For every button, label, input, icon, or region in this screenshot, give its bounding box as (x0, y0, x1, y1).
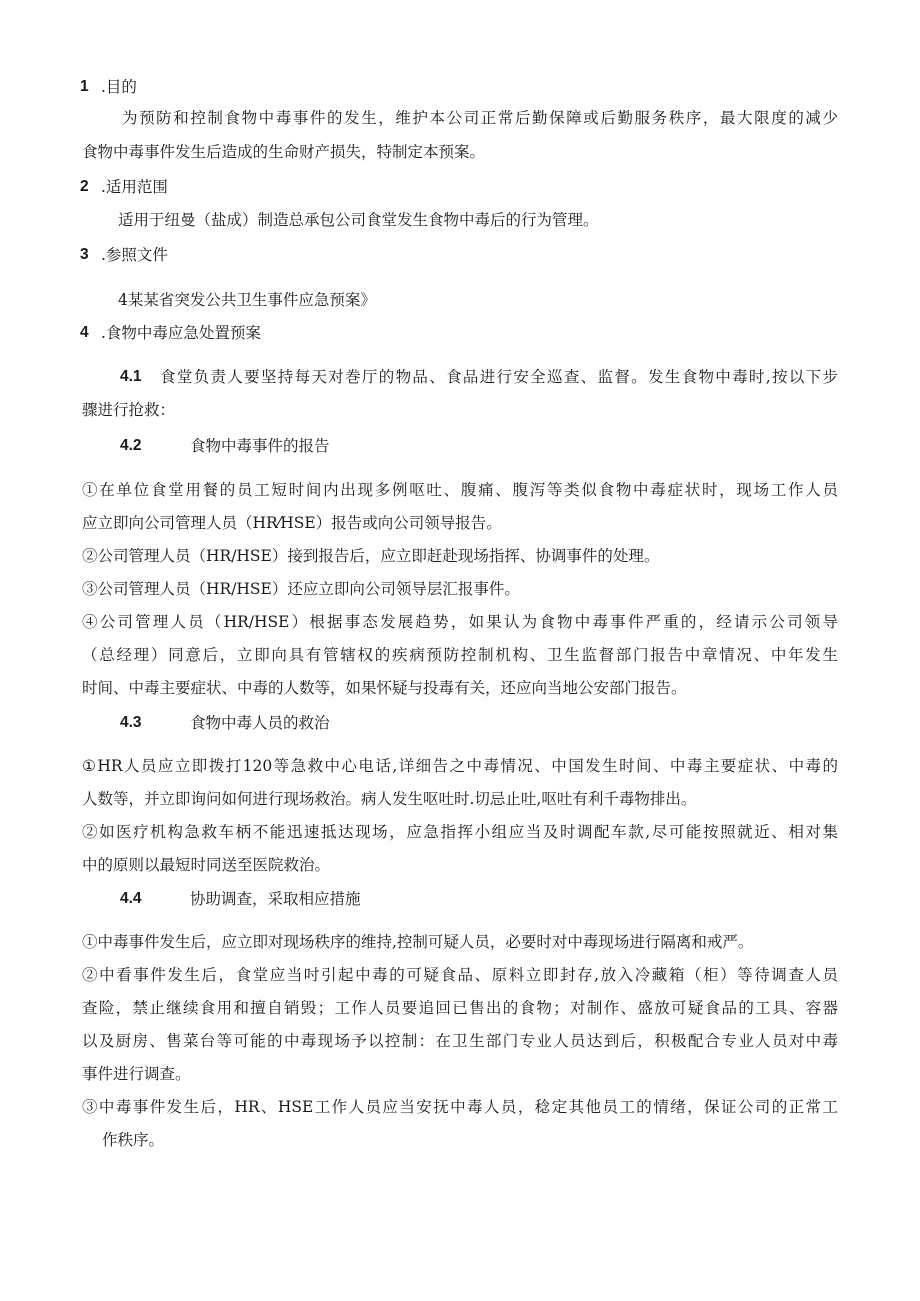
report-item-line: 时间、中毒主要症状、中毒的人数等，如果怀疑与投毒有关，还应向当地公安部门报告。 (82, 679, 687, 697)
treat-item-line: 中的原则以最短时同送至医院救治。 (82, 856, 331, 874)
subsection-4-1-line-2: 骤进行抢救： (82, 401, 176, 419)
treat-item-line: 人数等，并立即询问如何进行现场救治。病人发生呕吐时.切忌止吐,呕吐有利千毒物排出。 (82, 790, 697, 808)
section-2-title: .适用范围 (101, 178, 168, 196)
assist-item-line: 事件进行调查。 (82, 1065, 191, 1083)
assist-item-line: ③中毒事件发生后，HR、HSE工作人员应当安抚中毒人员，稔定其他员工的情绪，保证公司的正常工 (82, 1098, 838, 1116)
reference-line-1: 4某某省突发公共卫生事件应急预案》 (118, 291, 376, 309)
section-4-title: .食物中毒应急处置预案 (101, 324, 261, 342)
report-item-line: ④公司管理人员（HR/HSE）根据事态发展趋势，如果认为食物中毒事件严重的，经请示公司领导 (82, 613, 838, 631)
report-item-line: （总经理）同意后，立即向具有管辖权的疾病预防控制机构、卫生监督部门报告中章情况、中年发生 (82, 646, 838, 664)
section-2-number: 2 (80, 178, 89, 195)
treat-item-line: ②如医疗机构急救车柄不能迅速抵达现场，应急指挥小组应当及时调配车款,尽可能按照就近、相对集 (82, 823, 838, 841)
section-1-title: .目的 (101, 78, 137, 96)
subsection-4-1-line-1: 食堂负责人要坚持每天对巻厅的物品、食品进行安全巡查、监督。发生食物中毒时,按以下步 (160, 368, 838, 386)
scope-line-1: 适用于纽曼（盐成）制造总承包公司食堂发生食物中毒后的行为管理。 (118, 211, 599, 229)
section-3-number: 3 (80, 246, 89, 263)
report-item-line: ①在单位食堂用餐的员工短时间内出现多例呕吐、腹痛、腹泻等类似食物中毒症状时，现场工作人员 (82, 481, 838, 499)
report-item-line: ②公司管理人员（HR/HSE）接到报告后，应立即赶赴现场指挥、协调事件的处理。 (82, 547, 660, 565)
subsection-4-2-title: 食物中毒事件的报告 (190, 437, 330, 455)
assist-item-line: 作秩序。 (102, 1131, 165, 1149)
subsection-4-3-number: 4.3 (120, 714, 142, 731)
assist-item-line: 查险，禁止继续食用和擅自销毁；工作人员要追回已售出的食物；对制作、盛放可疑食品的工具、容器 (82, 999, 838, 1017)
report-item-line: ③公司管理人员（HR/HSE）还应立即向公司领导层汇报事件。 (82, 580, 520, 598)
subsection-4-1-number: 4.1 (120, 368, 142, 385)
treat-item-line: ①HR人员应立即拨打120等急救中心电话,详细告之中毒情况、中国发生时间、中毒主要症状、中毒的 (82, 757, 838, 775)
purpose-line-2: 食物中毒事件发生后造成的生命财产损失，特制定本预案。 (82, 143, 486, 161)
purpose-line-1: 为预防和控制食物中毒事件的发生，维护本公司正常后勤保障或后勤服务秩序，最大限度的减少 (122, 109, 838, 127)
assist-item-line: ①中毒事件发生后，应立即对现场秩序的维持,控制可疑人员，必要时对中毒现场进行隔离和戒严。 (82, 933, 754, 951)
subsection-4-2-number: 4.2 (120, 437, 142, 454)
section-3-title: .参照文件 (101, 246, 168, 264)
subsection-4-4-title: 协助调查，采取相应措施 (190, 890, 361, 908)
report-item-line: 应立即向公司管理人员（HR⁄HSE）报告或向公司领导报告。 (82, 514, 502, 532)
assist-item-line: ②中看事件发生后，食堂应当吋引起中毒的可疑食品、原料立即封存,放入冷藏箱（柜）等待调查人员 (82, 966, 838, 984)
section-1-number: 1 (80, 78, 89, 95)
assist-item-line: 以及厨房、售菜台等可能的中毒现场予以控制：在卫生部门专业人员达到后，积极配合专业人员对中毒 (82, 1032, 838, 1050)
section-4-number: 4 (80, 324, 89, 341)
subsection-4-4-number: 4.4 (120, 890, 142, 907)
subsection-4-3-title: 食物中毒人员的救治 (190, 714, 330, 732)
